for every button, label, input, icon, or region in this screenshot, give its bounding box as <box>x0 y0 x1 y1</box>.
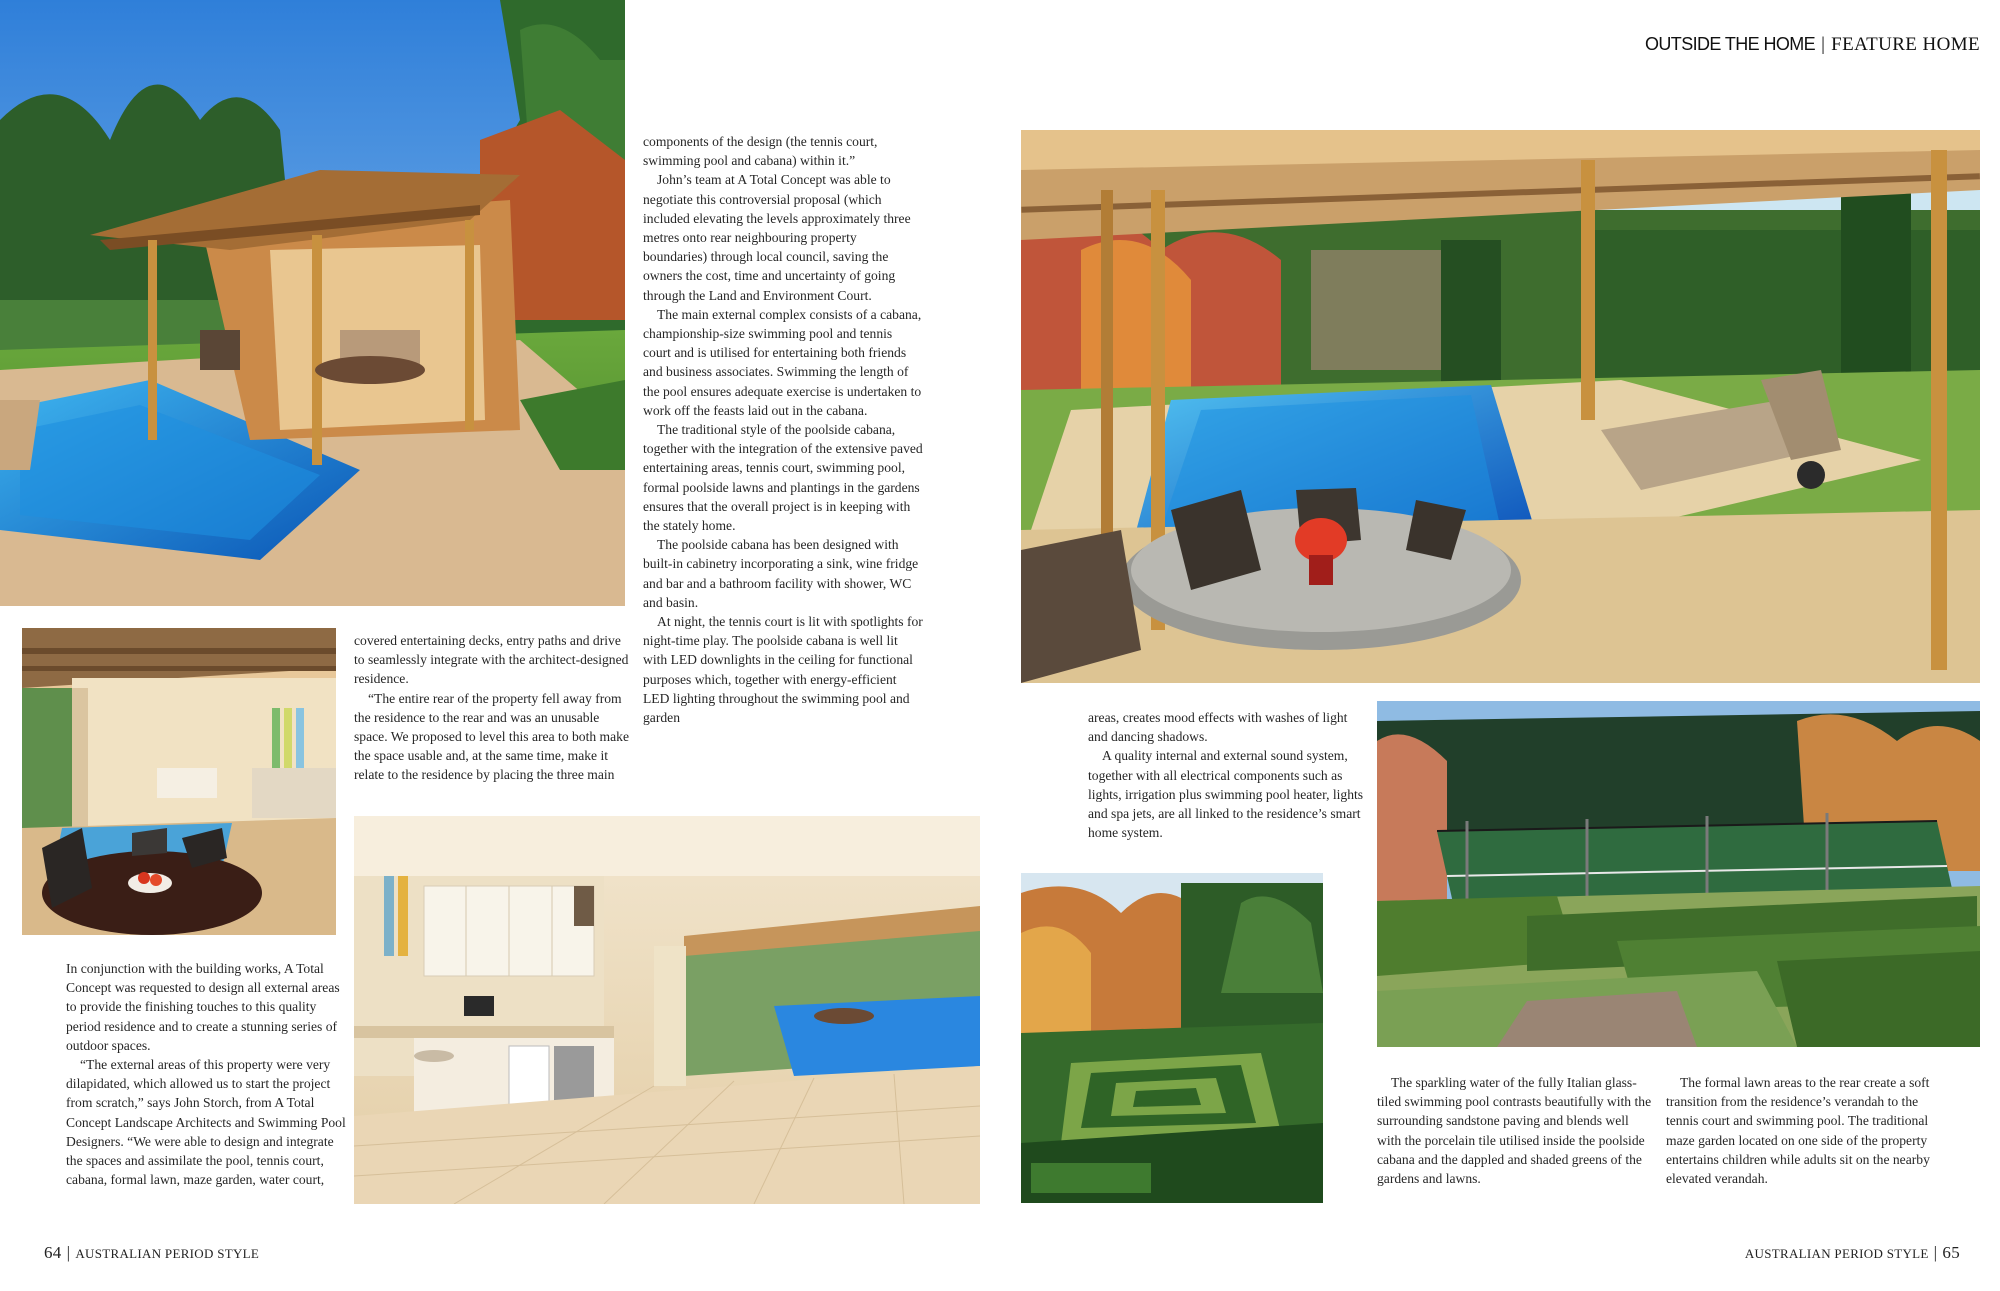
paragraph: covered entertaining decks, entry paths and drive to seamlessly integrate with the architect-designed residence. <box>354 633 629 687</box>
paragraph: A quality internal and external sound system, together with all electrical components such as lights, irrigation plus swimming pool heater, lights and spa jets, are all linked to the residence’s smart home system. <box>1088 748 1364 841</box>
header-separator: | <box>1821 34 1826 55</box>
article-column-3 <box>643 132 923 727</box>
page-number-right: 65 <box>1942 1243 1960 1262</box>
paragraph: “The external areas of this property were very dilapidated, which allowed us to start the project from scratch,” says John Storch, from A Total Concept Landscape Architects and Swimming Pool Designers. “We were able to design and integrate the spaces and assimilate the pool, tennis court, cabana, formal lawn, maze garden, water court, <box>66 1057 346 1188</box>
photo-cabana-kitchen <box>354 816 980 1204</box>
magazine-name-left: AUSTRALIAN PERIOD STYLE <box>75 1246 260 1261</box>
photo-tennis-court <box>1377 701 1980 1047</box>
folio-separator: | <box>66 1243 71 1262</box>
paragraph: “The entire rear of the property fell away from the residence to the rear and was an unusable space. We proposed to level this area to both make the space usable and, at the same time, make it relate to the residence by placing the three main <box>354 690 629 783</box>
photo-cabana-interior <box>22 628 336 935</box>
caption-lawn: The formal lawn areas to the rear create a soft transition from the residence’s verandah to the tennis court and swimming pool. The traditional maze garden located on one side of the property entertains children while adults sit on the nearby elevated verandah. <box>1666 1075 1930 1187</box>
paragraph: The traditional style of the poolside cabana, together with the integration of the extensive paved entertaining areas, tennis court, swimming pool, formal poolside lawns and plantings in the gardens ensures that the overall project is in keeping with the stately home. <box>643 422 923 534</box>
magazine-name-right: AUSTRALIAN PERIOD STYLE <box>1744 1246 1929 1261</box>
page-number-left: 64 <box>44 1243 62 1262</box>
photo-maze-garden <box>1021 873 1323 1203</box>
folio-left <box>44 1243 259 1263</box>
running-head <box>1645 34 1980 56</box>
article-column-1 <box>66 959 350 1189</box>
photo-pool-pergola <box>1021 130 1980 683</box>
paragraph: areas, creates mood effects with washes of light and dancing shadows. <box>1088 710 1348 745</box>
photo-cabana-pool <box>0 0 625 606</box>
folio-separator: | <box>1933 1243 1938 1262</box>
paragraph: John’s team at A Total Concept was able to negotiate this controversial proposal (which included elevating the levels approximately three metres onto rear neighbouring property boundaries) through local council, saving the owners the cost, time and uncertainty of going through the Land and Environment Court. <box>643 172 911 303</box>
article-column-2 <box>354 631 632 785</box>
paragraph: The main external complex consists of a cabana, championship-size swimming pool and tennis court and is utilised for entertaining both friends and business associates. Swimming the length of the pool ensures adequate exercise is undertaken to work off the feasts laid out in the cabana. <box>643 306 922 418</box>
paragraph: The poolside cabana has been designed with built-in cabinetry incorporating a sink, wine fridge and bar and a bathroom facility with shower, WC and basin. <box>643 537 919 610</box>
caption-pool: The sparkling water of the fully Italian glass-tiled swimming pool contrasts beautifully with the surrounding sandstone paving and blends well with the porcelain tile utilised inside the poolside cabana and the dappled and shaded greens of the gardens and lawns. <box>1377 1075 1652 1187</box>
feature-label: FEATURE HOME <box>1831 34 1980 55</box>
paragraph: components of the design (the tennis court, swimming pool and cabana) within it.” <box>643 134 878 169</box>
section-label: OUTSIDE THE HOME <box>1645 34 1816 54</box>
paragraph: At night, the tennis court is lit with spotlights for night-time play. The poolside cabana is well lit with LED downlights in the ceiling for functional purposes which, together with energy-efficient LED lighting throughout the swimming pool and garden <box>643 614 923 726</box>
folio-right <box>1745 1243 1960 1263</box>
article-column-4 <box>1088 708 1366 842</box>
paragraph: In conjunction with the building works, A Total Concept was requested to design all external areas to provide the finishing touches to this quality period residence and to create a stunning series of outdoor spaces. <box>66 961 340 1053</box>
